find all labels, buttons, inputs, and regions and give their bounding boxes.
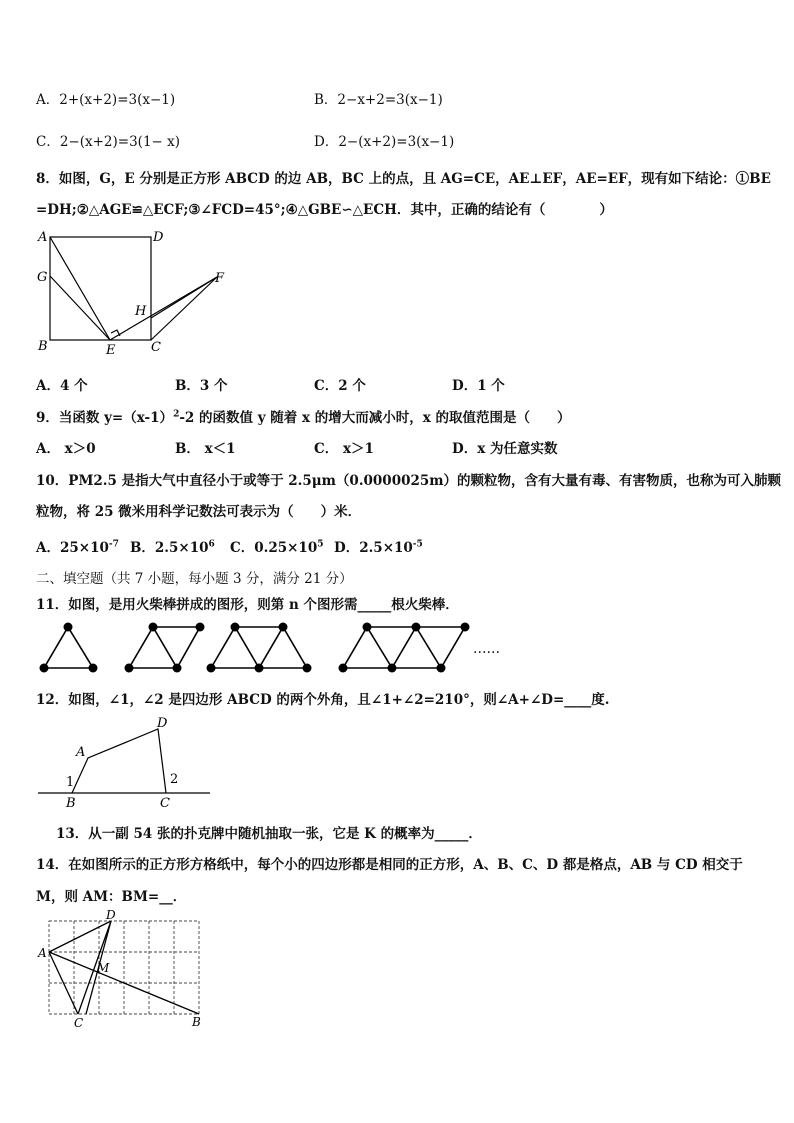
q8-label-B: B [38, 339, 48, 354]
q8-label-A: A [38, 230, 48, 245]
q10-stem-line1: 10．PM2.5 是指大气中直径小于或等于 2.5μm（0.0000025m）的颗粒物，含有大量有毒、有害物质，也称为可入肺颗 [36, 473, 782, 489]
q9-option-b: B． x＜1 [175, 441, 236, 457]
section-2-heading: 二、填空题（共 7 小题，每小题 3 分，满分 21 分） [36, 571, 353, 587]
q8-label-H: H [135, 304, 147, 319]
q8-stem-line2: =DH;②△AGE≌△ECF;③∠FCD=45°;④△GBE∽△ECH．其中，正确的结论有（ ） [36, 202, 613, 218]
q12-label-A: A [76, 745, 86, 760]
q9-option-c: C． x＞1 [314, 441, 374, 457]
q8-label-F: F [215, 271, 225, 286]
q10-option-d: D．$2.5\times 10^{-5}$ [334, 539, 423, 556]
q7-option-a: A．2+(x+2)=3(x−1) [36, 92, 176, 108]
q10-stem-line2: 粒物，将 25 微米用科学记数法可表示为（ ）米． [36, 504, 362, 520]
q12-stem: 12．如图，∠1，∠2 是四边形 ABCD 的两个外角，且∠1+∠2=210°，则∠A+∠D=____度. [36, 692, 610, 708]
q9-stem: 9．当函数 $y=(x-1)^2-2$ 的函数值 y 随着 x 的增大而减小时，x 的取值范围是（ ） [36, 409, 571, 426]
q12-label-2: 2 [170, 772, 179, 787]
q8-option-a: A．4 个 [36, 378, 88, 394]
q12-label-C: C [160, 796, 170, 811]
q8-option-c: C．2 个 [314, 378, 366, 394]
q10-option-a: A．$25\times 10^{-7}$ [36, 539, 119, 556]
q8-label-C: C [151, 340, 161, 355]
q14-label-D: D [106, 908, 116, 922]
q14-stem-line1: 14．在如图所示的正方形方格纸中，每个小的四边形都是相同的正方形，A、B、C、D 都是格点，AB 与 CD 相交于 [36, 857, 743, 873]
q14-label-M: M [97, 961, 110, 975]
q14-stem-line2: M，则 AM：BM=__． [36, 889, 187, 905]
q8-option-d: D．1 个 [452, 378, 505, 394]
q12-label-1: 1 [66, 775, 75, 790]
q8-label-G: G [37, 270, 48, 285]
q11-stem: 11．如图，是用火柴棒拼成的图形，则第 n 个图形需_____根火柴棒． [36, 597, 459, 613]
q14-label-B: B [192, 1015, 201, 1029]
q14-label-C: C [74, 1016, 84, 1030]
q7-option-b: B．2−x+2=3(x−1) [314, 92, 443, 108]
q8-label-D: D [153, 230, 164, 245]
q11-ellipsis: …… [473, 641, 500, 657]
q9-option-a: A． x＞0 [36, 441, 96, 457]
q14-label-A: A [38, 946, 47, 960]
q12-label-B: B [66, 796, 76, 811]
q13-stem: 13．从一副 54 张的扑克牌中随机抽取一张，它是 K 的概率为_____． [56, 826, 482, 842]
q9-option-d: D．x 为任意实数 [452, 441, 558, 457]
q8-label-E: E [106, 343, 116, 358]
q7-option-d: D．2−(x+2)=3(x−1) [314, 134, 455, 150]
q10-option-b: B．$2.5\times 10^6$ [130, 539, 215, 556]
q8-stem-line1: 8．如图，G，E 分别是正方形 ABCD 的边 AB，BC 上的点，且 AG=CE，AE⊥EF，AE=EF，现有如下结论：①BE [36, 171, 771, 187]
q12-label-D: D [157, 716, 168, 731]
q8-option-b: B．3 个 [175, 378, 228, 394]
q7-option-c: C．2−(x+2)=3(1− x) [36, 134, 181, 150]
q10-option-c: C．$0.25\times 10^5$ [230, 539, 324, 556]
